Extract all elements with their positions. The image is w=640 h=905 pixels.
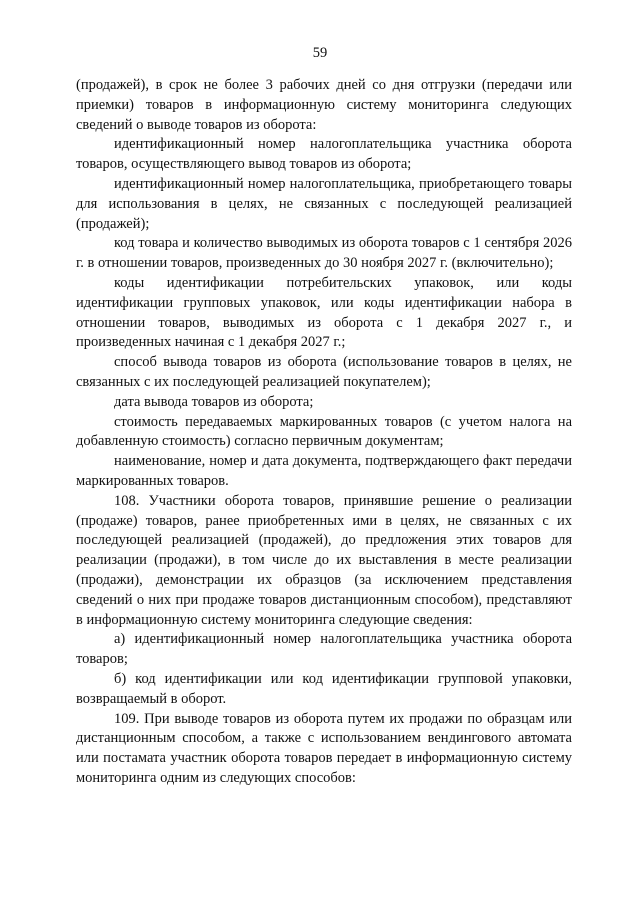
paragraph-identification-codes: коды идентификации потребительских упаковок, или коды идентификации групповых упаковок, или коды идентификации набора в отношении товаров, выводимых из оборота с 1 декабря 2027 г., и произведенных начиная с 1 декабря 2027 г.; (76, 274, 572, 351)
page-number: 59 (312, 45, 328, 61)
paragraph-sales-reporting-deadline: (продажей), в срок не более 3 рабочих дней со дня отгрузки (передачи или приемки) товаров в информационную систему мониторинга следующих сведений о выводе товаров из оборота: (76, 77, 572, 133)
paragraph-product-code-quantity: код товара и количество выводимых из оборота товаров с 1 сентября 2026 г. в отношении товаров, произведенных до 30 ноября 2027 г. (включительно); (76, 235, 572, 272)
paragraph-withdrawal-method: способ вывода товаров из оборота (использование товаров в целях, не связанных с их последующей реализацией покупателем); (76, 354, 572, 390)
paragraph-buyer-inn: идентификационный номер налогоплательщика, приобретающего товары для использования в целях, не связанных с последующей реализацией (продажей); (76, 175, 572, 232)
paragraph-clause-108: 108. Участники оборота товаров, принявшие решение о реализации (продаже) товаров, ранее приобретенных ими в целях, не связанных с их последующей реализацией (продажей), до предложения этих товаров для реализации (продажи), в том числе до их выставления в месте реализации (продажи), демонстрации их образцов (за исключением представления сведений о них при продаже товаров дистанционным способом), представляют в информационную систему мониторинга следующие сведения: (76, 492, 572, 628)
paragraph-item-b: б) код идентификации или код идентификации групповой упаковки, возвращаемый в оборот. (76, 670, 572, 707)
paragraph-withdrawal-date: дата вывода товаров из оборота; (114, 393, 314, 410)
paragraph-item-a: а) идентификационный номер налогоплательщика участника оборота товаров; (76, 631, 572, 668)
paragraph-clause-109: 109. При выводе товаров из оборота путем их продажи по образцам или дистанционным способом, а также с использованием вендингового автомата или постамата участник оборота товаров передает в информационную систему мониторинга одним из следующих способов: (76, 710, 572, 786)
paragraph-seller-inn: идентификационный номер налогоплательщика участника оборота товаров, осуществляющего вывод товаров из оборота; (76, 136, 572, 173)
paragraph-document-details: наименование, номер и дата документа, подтверждающего факт передачи маркированных товаров. (76, 453, 572, 489)
paragraph-goods-value: стоимость передаваемых маркированных товаров (с учетом налога на добавленную стоимость) согласно первичным документам; (76, 413, 572, 450)
document-body (76, 76, 572, 789)
